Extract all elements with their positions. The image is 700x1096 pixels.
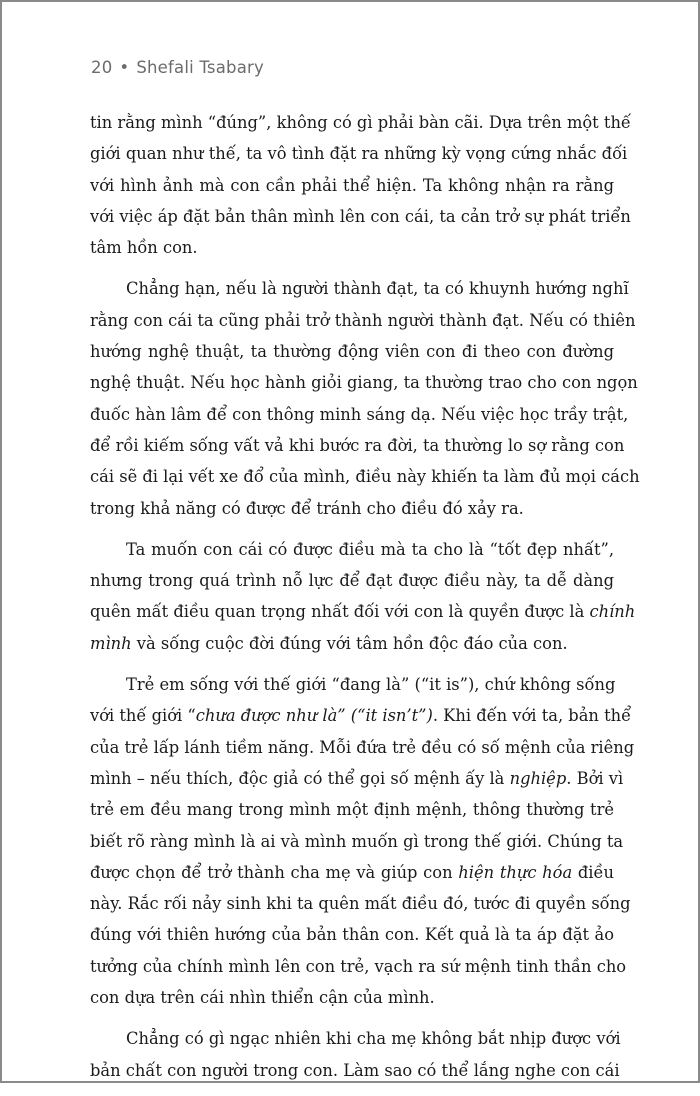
text-line: Trẻ em sống với thế giới “đang là” (“it is”), chứ không sống	[126, 675, 616, 695]
text-line: tưởng của chính mình lên con trẻ, vạch ra sứ mệnh tinh thần cho	[90, 956, 627, 976]
text-line: đuốc hàn lâm để con thông minh sáng dạ. Nếu việc học trầy trật,	[90, 404, 629, 424]
text-line: mình – nếu thích, độc giả có thể gọi số mệnh ấy là nghiệp. Bởi vì	[90, 768, 624, 788]
text-line: được chọn để trở thành cha mẹ và giúp con hiện thực hóa điều	[90, 862, 614, 882]
text-line: Chẳng có gì ngạc nhiên khi cha mẹ không bắt nhịp được với	[126, 1029, 621, 1049]
italic-emphasis: nghiệp	[509, 768, 567, 788]
text-line: mình và sống cuộc đời đúng với tâm hồn độc đáo của con.	[90, 633, 568, 653]
text-line: trong khả năng có được để tránh cho điều đó xảy ra.	[90, 498, 524, 518]
text-line: của trẻ lấp lánh tiềm năng. Mỗi đứa trẻ đều có số mệnh của riêng	[90, 737, 635, 757]
page-number: 20	[91, 58, 113, 77]
italic-emphasis: mình	[90, 633, 132, 653]
text-line: này. Rắc rối nảy sinh khi ta quên mất điều đó, tước đi quyền sống	[90, 894, 631, 914]
text-line: Chẳng hạn, nếu là người thành đạt, ta có khuynh hướng nghĩ	[126, 279, 629, 299]
text-line: bản chất con người trong con. Làm sao có thể lắng nghe con cái	[90, 1060, 620, 1080]
author-name: Shefali Tsabary	[136, 58, 264, 77]
paragraph	[90, 534, 636, 659]
text-line: quên mất điều quan trọng nhất đối với con là quyền được là chính	[90, 602, 636, 622]
text-line: con dựa trên cái nhìn thiển cận của mình.	[90, 988, 435, 1008]
text-line: đúng với thiên hướng của bản thân con. Kết quả là ta áp đặt ảo	[90, 925, 614, 945]
text-line: cái sẽ đi lại vết xe đổ của mình, điều này khiến ta làm đủ mọi cách	[90, 467, 640, 487]
text-line: Ta muốn con cái có được điều mà ta cho là “tốt đẹp nhất”,	[126, 539, 614, 559]
text-line: với hình ảnh mà con cần phải thể hiện. Ta không nhận ra rằng	[90, 175, 614, 195]
paragraph	[90, 669, 635, 1013]
text-line: tin rằng mình “đúng”, không có gì phải bàn cãi. Dựa trên một thế	[90, 113, 631, 132]
text-line: giới quan như thế, ta vô tình đặt ra những kỳ vọng cứng nhắc đối	[90, 144, 628, 164]
text-line: trẻ em đều mang trong mình một định mệnh, thông thường trẻ	[90, 800, 614, 820]
paragraph	[90, 1023, 621, 1086]
text-line: rằng con cái ta cũng phải trở thành người thành đạt. Nếu có thiên	[90, 310, 636, 330]
text-line: tâm hồn con.	[90, 238, 198, 258]
paragraph	[90, 107, 631, 263]
text-line: nghệ thuật. Nếu học hành giỏi giang, ta thường trao cho con ngọn	[90, 373, 638, 393]
running-header	[91, 58, 264, 77]
body-text	[90, 107, 640, 1096]
paragraph	[90, 273, 640, 523]
text-line: để rồi kiếm sống vất vả khi bước ra đời, ta thường lo sợ rằng con	[90, 435, 625, 455]
text-line: với thế giới “chưa được như là” (“it isn’t”). Khi đến với ta, bản thể	[90, 706, 632, 726]
text-line: với việc áp đặt bản thân mình lên con cái, ta cản trở sự phát triển	[90, 206, 631, 226]
italic-emphasis: chưa được như là” (“it isn’t”)	[195, 706, 433, 726]
text-line: nhưng trong quá trình nỗ lực để đạt được điều này, ta dễ dàng	[90, 571, 614, 591]
text-line: hướng nghệ thuật, ta thường động viên con đi theo con đường	[90, 342, 614, 362]
text-line: biết rõ ràng mình là ai và mình muốn gì trong thế giới. Chúng ta	[90, 831, 624, 851]
italic-emphasis: chính	[589, 602, 636, 622]
italic-emphasis: hiện thực hóa	[458, 862, 573, 882]
header-separator: •	[119, 58, 130, 77]
